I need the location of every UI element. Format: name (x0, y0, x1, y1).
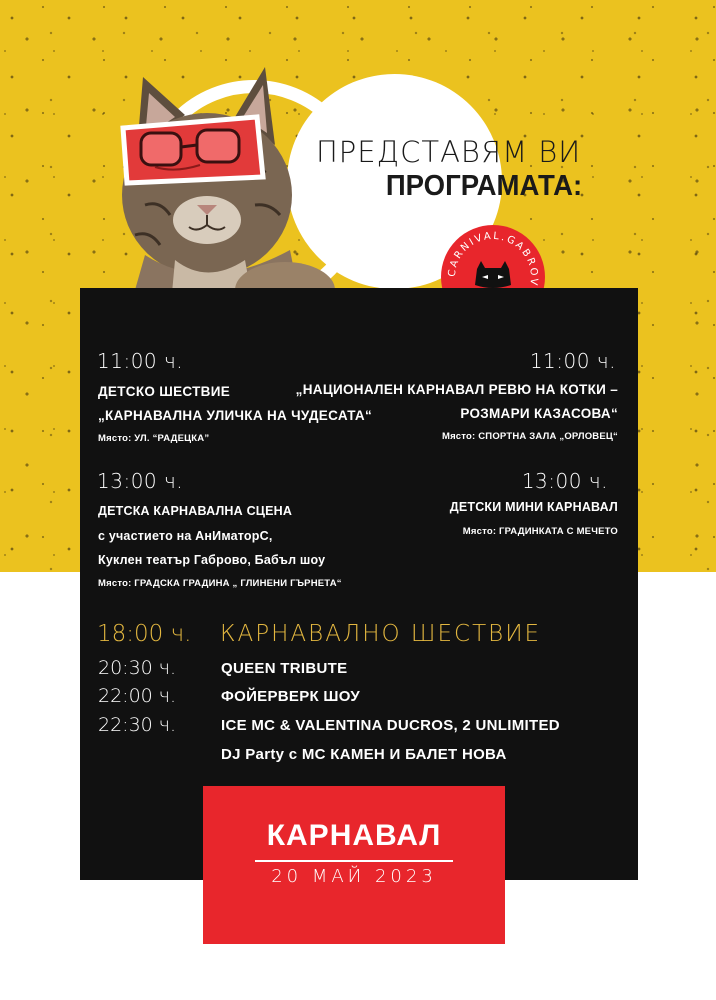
event-time: 11:00 ч. (529, 349, 616, 373)
schedule-event: ICE MC & VALENTINA DUCROS, 2 UNLIMITED (221, 717, 560, 734)
schedule-time: 22:00 ч. (98, 685, 177, 707)
footer-banner (203, 786, 505, 944)
schedule-event: QUEEN TRIBUTE (221, 660, 348, 677)
main-event-time: 18:00 ч. (97, 621, 192, 647)
event-location: Място: СПОРТНА ЗАЛА „ОРЛОВЕЦ“ (441, 431, 618, 442)
event-subtitle: с участието на АнИматорС, (98, 529, 273, 543)
badge-ring-text: CARNIVAL.GABROV (446, 230, 540, 288)
schedule-time: 22:30 ч. (98, 714, 177, 736)
footer-divider (255, 860, 453, 862)
event-subtitle: „КАРНАВАЛНА УЛИЧКА НА ЧУДЕСАТА“ (98, 408, 372, 423)
schedule-event: ФОЙЕРВЕРК ШОУ (221, 688, 361, 705)
event-location: Място: УЛ. “РАДЕЦКА” (98, 433, 210, 444)
cat-logo-icon (475, 261, 511, 288)
event-time: 13:00 ч. (521, 469, 608, 493)
headline (316, 135, 586, 203)
footer-date: 20 МАЙ 2023 (271, 866, 437, 887)
event-subtitle: Куклен театър Габрово, Бабъл шоу (98, 553, 326, 567)
event-subtitle: РОЗМАРИ КАЗАСОВА“ (460, 406, 618, 421)
headline-line-1: ПРЕДСТАВЯМ ВИ (316, 135, 582, 169)
headline-line-2: ПРОГРАМАТА: (385, 170, 583, 202)
schedule-event: DJ Party с МС КАМЕН И БАЛЕТ НОВА (221, 746, 507, 763)
event-time: 11:00 ч. (97, 349, 184, 373)
cat-image (115, 55, 350, 325)
event-title: ДЕТСКИ МИНИ КАРНАВАЛ (449, 500, 618, 514)
event-title: „НАЦИОНАЛЕН КАРНАВАЛ РЕВЮ НА КОТКИ – (295, 382, 618, 397)
schedule-time: 20:30 ч. (98, 657, 177, 679)
footer-title: КАРНАВАЛ (266, 819, 442, 852)
main-event-title: КАРНАВАЛНО ШЕСТВИЕ (220, 621, 542, 647)
event-location: Място: ГРАДСКА ГРАДИНА „ ГЛИНЕНИ ГЪРНЕТА“ (98, 578, 342, 589)
event-time: 13:00 ч. (97, 469, 184, 493)
event-location: Място: ГРАДИНКАТА С МЕЧЕТО (462, 526, 618, 537)
event-title: ДЕТСКО ШЕСТВИЕ (98, 384, 230, 399)
event-title: ДЕТСКА КАРНАВАЛНА СЦЕНА (98, 504, 293, 518)
